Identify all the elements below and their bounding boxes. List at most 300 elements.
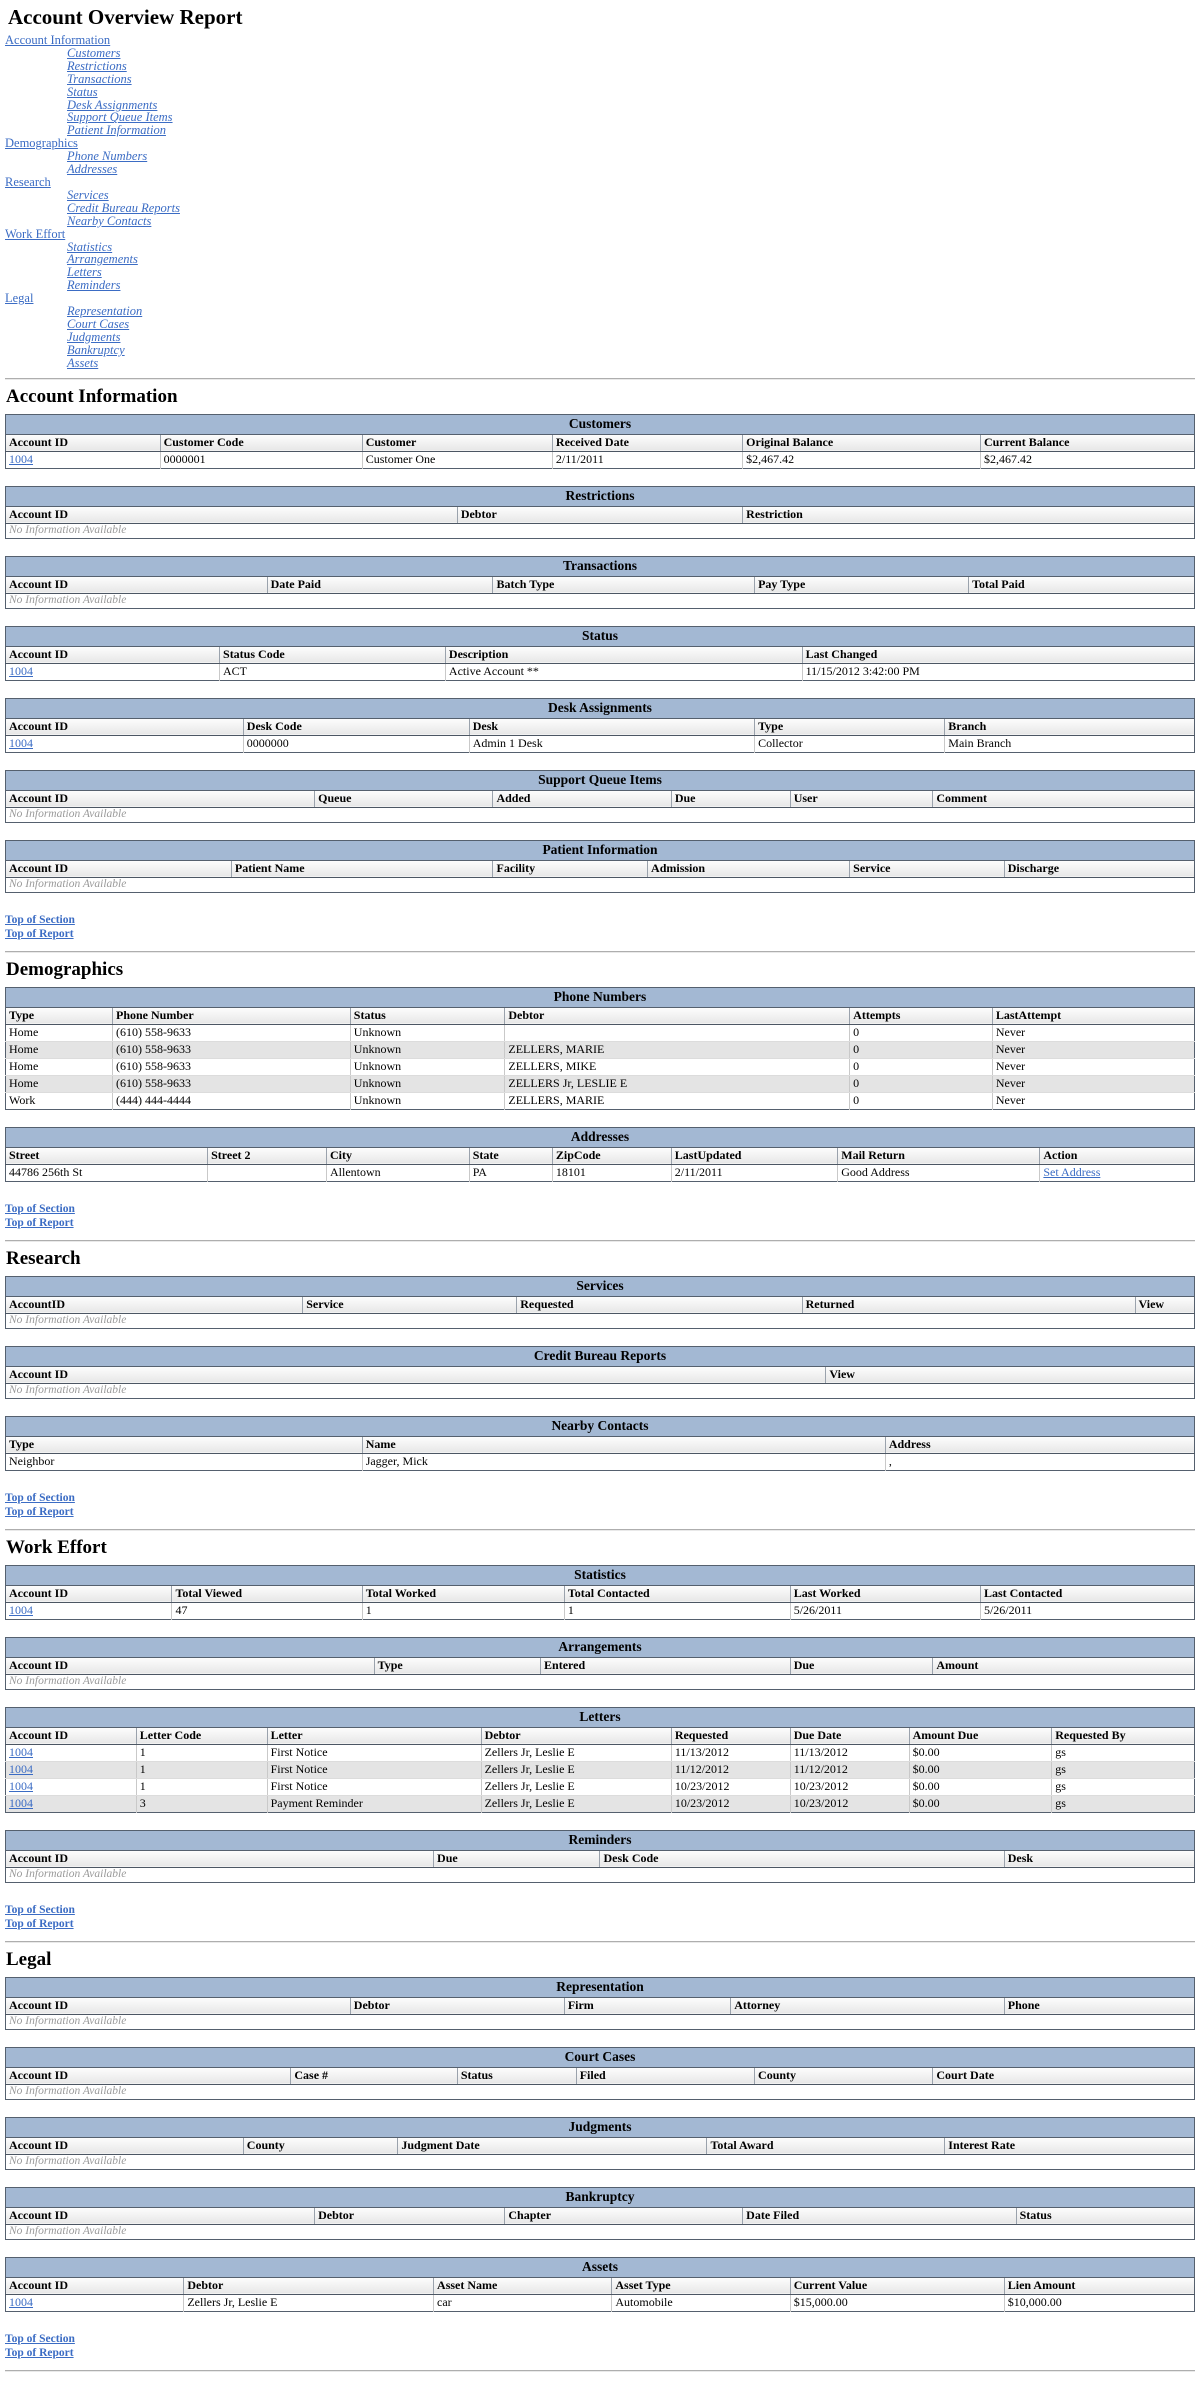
column-header-name: Name (362, 1436, 885, 1453)
data-table-bankruptcy (5, 2187, 1195, 2240)
toc-sub-link-status[interactable]: Status (67, 84, 98, 99)
table-row (6, 1778, 1195, 1795)
table-title: Transactions (6, 556, 1195, 576)
table-cell: 0 (850, 1058, 993, 1075)
section-divider (5, 1941, 1195, 1943)
column-header-current-balance: Current Balance (980, 434, 1194, 451)
table-row (6, 663, 1195, 680)
table-title: Letters (6, 1707, 1195, 1727)
table-cell: Zellers Jr, Leslie E (481, 1778, 671, 1795)
account-id-link[interactable]: 1004 (9, 1795, 33, 1810)
column-header-desk: Desk (1004, 1850, 1194, 1867)
table-cell: $0.00 (909, 1744, 1052, 1761)
column-header-phone-number: Phone Number (113, 1007, 351, 1024)
column-header-account-id: Account ID (6, 2067, 291, 2084)
column-header-type: Type (6, 1436, 363, 1453)
no-info-row (6, 807, 1195, 822)
column-header-account-id: Account ID (6, 1727, 137, 1744)
toc-sub-link-services[interactable]: Services (67, 187, 109, 202)
table-cell: Zellers Jr, Leslie E (481, 1761, 671, 1778)
data-table-court-cases (5, 2047, 1195, 2100)
table-cell: 1 (362, 1602, 564, 1619)
table-cell (505, 1024, 850, 1041)
table-title: Phone Numbers (6, 987, 1195, 1007)
column-header-court-date: Court Date (933, 2067, 1195, 2084)
toc-sub-link-addresses[interactable]: Addresses (67, 162, 118, 177)
column-header-entered: Entered (541, 1657, 791, 1674)
toc-sub-link-reminders[interactable]: Reminders (67, 278, 121, 293)
set-address-link[interactable]: Set Address (1043, 1164, 1101, 1179)
table-cell: 10/23/2012 (790, 1778, 909, 1795)
table-title-row (6, 1127, 1195, 1147)
data-table-phone-numbers (5, 987, 1195, 1110)
toc-sub-link-court-cases[interactable]: Court Cases (67, 316, 130, 331)
section-divider (5, 1240, 1195, 1242)
column-header-asset-name: Asset Name (434, 2277, 612, 2294)
column-header-amount: Amount (933, 1657, 1195, 1674)
column-header-amount-due: Amount Due (909, 1727, 1052, 1744)
table-cell (6, 1795, 137, 1812)
data-table-patient-information (5, 840, 1195, 893)
table-cell: Home (6, 1024, 113, 1041)
column-header-row (6, 1296, 1195, 1313)
table-title: Support Queue Items (6, 770, 1195, 790)
account-id-link[interactable]: 1004 (9, 1602, 33, 1617)
section-footer (5, 913, 1195, 941)
column-header-phone: Phone (1004, 1997, 1194, 2014)
column-header-zipcode: ZipCode (552, 1147, 671, 1164)
table-cell: 3 (136, 1795, 267, 1812)
table-cell: ZELLERS, MARIE (505, 1092, 850, 1109)
table-cell: Never (992, 1041, 1194, 1058)
table-cell: Collector (755, 735, 945, 752)
column-header-batch-type: Batch Type (493, 576, 755, 593)
table-cell (6, 1761, 137, 1778)
column-header-debtor: Debtor (481, 1727, 671, 1744)
toc-sub-link-desk-assignments[interactable]: Desk Assignments (67, 97, 158, 112)
table-cell: ACT (220, 663, 446, 680)
table-row (6, 1164, 1195, 1181)
toc-row (67, 357, 1195, 370)
toc-sub-link-phone-numbers[interactable]: Phone Numbers (67, 149, 148, 164)
table-cell: Unknown (350, 1041, 505, 1058)
table-row (6, 1453, 1195, 1470)
toc-row (67, 150, 1195, 163)
toc-sub-link-assets[interactable]: Assets (67, 355, 99, 370)
column-header-account-id: Account ID (6, 434, 161, 451)
table-title-row (6, 1346, 1195, 1366)
table-cell: ZELLERS, MARIE (505, 1041, 850, 1058)
account-id-link[interactable]: 1004 (9, 1744, 33, 1759)
table-cell: 47 (172, 1602, 362, 1619)
table-row (6, 1795, 1195, 1812)
table-cell (6, 1778, 137, 1795)
table-cell: Active Account ** (445, 663, 802, 680)
column-header-row (6, 1436, 1195, 1453)
table-cell: 0000001 (160, 451, 362, 468)
section-heading-research: Research (6, 1247, 81, 1269)
table-title-row (6, 486, 1195, 506)
no-info-row (6, 523, 1195, 538)
report-end-divider (5, 2370, 1195, 2372)
toc-sub-link-statistics[interactable]: Statistics (67, 239, 113, 254)
account-id-link[interactable]: 1004 (9, 1761, 33, 1776)
table-title-row (6, 840, 1195, 860)
section-heading-work-effort: Work Effort (6, 1536, 107, 1558)
column-header-account-id: Account ID (6, 576, 268, 593)
column-header-filed: Filed (576, 2067, 754, 2084)
column-header-row (6, 1997, 1195, 2014)
table-cell: Unknown (350, 1058, 505, 1075)
no-info-cell: No Information Available (9, 807, 127, 820)
data-table-credit-bureau-reports (5, 1346, 1195, 1399)
toc-section-link-demographics[interactable]: Demographics (5, 136, 78, 151)
column-header-total-viewed: Total Viewed (172, 1585, 362, 1602)
table-cell: gs (1052, 1761, 1195, 1778)
no-info-cell: No Information Available (9, 523, 127, 536)
toc-row (67, 189, 1195, 202)
toc-row (67, 344, 1195, 357)
column-header-action: Action (1040, 1147, 1195, 1164)
table-title-row (6, 1565, 1195, 1585)
toc-row (5, 228, 1195, 241)
table-cell: Jagger, Mick (362, 1453, 885, 1470)
table-title-row (6, 1637, 1195, 1657)
data-table-letters (5, 1707, 1195, 1813)
toc-row (67, 73, 1195, 86)
table-cell: Unknown (350, 1024, 505, 1041)
top-of-section-link[interactable]: Top of Section (5, 2332, 75, 2345)
table-cell: car (434, 2294, 612, 2311)
column-header-description: Description (445, 646, 802, 663)
column-header-row (6, 860, 1195, 877)
column-header-added: Added (493, 790, 671, 807)
table-row (6, 1024, 1195, 1041)
column-header-account-id: Account ID (6, 718, 244, 735)
table-cell: Automobile (612, 2294, 790, 2311)
table-cell: $2,467.42 (983, 451, 1032, 466)
table-cell: (610) 558-9633 (113, 1041, 351, 1058)
column-header-row (6, 1147, 1195, 1164)
no-info-cell: No Information Available (9, 1674, 127, 1687)
table-title: Bankruptcy (6, 2187, 1195, 2207)
account-id-link[interactable]: 1004 (9, 663, 33, 678)
column-header-account-id: Account ID (6, 646, 220, 663)
table-cell: Neighbor (6, 1453, 363, 1470)
table-cell: (610) 558-9633 (113, 1075, 351, 1092)
column-header-lien-amount: Lien Amount (1004, 2277, 1194, 2294)
section-heading-legal: Legal (6, 1948, 52, 1970)
page-title: Account Overview Report (8, 5, 243, 29)
column-header-attorney: Attorney (731, 1997, 1004, 2014)
no-info-row (6, 2224, 1195, 2239)
column-header-type: Type (6, 1007, 113, 1024)
table-cell: First Notice (267, 1778, 481, 1795)
column-header-last-changed: Last Changed (802, 646, 1194, 663)
column-header-facility: Facility (493, 860, 648, 877)
no-info-cell: No Information Available (9, 1383, 127, 1396)
column-header-letter-code: Letter Code (136, 1727, 267, 1744)
table-title-row (6, 2257, 1195, 2277)
table-cell: 11/13/2012 (671, 1744, 790, 1761)
table-cell: Zellers Jr, Leslie E (184, 2294, 434, 2311)
column-header-chapter: Chapter (505, 2207, 743, 2224)
data-table-support-queue-items (5, 770, 1195, 823)
top-of-section-link[interactable]: Top of Section (5, 1903, 75, 1916)
table-title-row (6, 1707, 1195, 1727)
table-of-contents (5, 34, 1195, 370)
top-of-section-link[interactable]: Top of Section (5, 1491, 75, 1504)
no-info-row (6, 1867, 1195, 1882)
table-cell: 18101 (552, 1164, 671, 1181)
column-header-branch: Branch (945, 718, 1195, 735)
column-header-last-contacted: Last Contacted (980, 1585, 1194, 1602)
table-title: Nearby Contacts (6, 1416, 1195, 1436)
table-title-row (6, 987, 1195, 1007)
table-cell: 11/15/2012 3:42:00 PM (805, 663, 920, 678)
toc-sub-link-judgments[interactable]: Judgments (67, 329, 121, 344)
table-cell: 11/13/2012 (790, 1744, 909, 1761)
table-cell (6, 735, 244, 752)
column-header-debtor: Debtor (315, 2207, 505, 2224)
no-info-row (6, 2084, 1195, 2099)
no-info-cell: No Information Available (9, 593, 127, 606)
table-cell: $10,000.00 (1007, 2294, 1062, 2309)
toc-sub-link-support-queue-items[interactable]: Support Queue Items (67, 110, 173, 125)
account-id-link[interactable]: 1004 (9, 2294, 33, 2309)
no-info-cell: No Information Available (9, 1313, 127, 1326)
top-of-report-link[interactable]: Top of Report (5, 2346, 74, 2359)
data-table-transactions (5, 556, 1195, 609)
table-cell: ZELLERS Jr, LESLIE E (505, 1075, 850, 1092)
no-info-cell: No Information Available (9, 2014, 127, 2027)
table-cell: 1 (136, 1778, 267, 1795)
table-cell (6, 451, 161, 468)
data-table-assets (5, 2257, 1195, 2312)
column-header-last-worked: Last Worked (790, 1585, 980, 1602)
toc-row (67, 99, 1195, 112)
table-title-row (6, 1977, 1195, 1997)
table-cell (208, 1164, 327, 1181)
table-cell: , (888, 1453, 892, 1468)
toc-section-link-account-information[interactable]: Account Information (5, 33, 111, 47)
no-info-row (6, 2014, 1195, 2029)
column-header-service: Service (850, 860, 1005, 877)
column-header-row (6, 2067, 1195, 2084)
account-id-link[interactable]: 1004 (9, 1778, 33, 1793)
toc-sub-link-restrictions[interactable]: Restrictions (67, 58, 127, 73)
toc-sub-link-bankruptcy[interactable]: Bankruptcy (67, 342, 125, 357)
top-of-report-link[interactable]: Top of Report (5, 1917, 74, 1930)
column-header-row (6, 2137, 1195, 2154)
column-header-mail-return: Mail Return (838, 1147, 1040, 1164)
table-cell: 0000000 (243, 735, 469, 752)
toc-sub-link-patient-information[interactable]: Patient Information (67, 123, 166, 138)
no-info-row (6, 877, 1195, 892)
table-cell (6, 663, 220, 680)
column-header-status: Status (350, 1007, 505, 1024)
toc-sub-link-nearby-contacts[interactable]: Nearby Contacts (67, 213, 152, 228)
table-title: Assets (6, 2257, 1195, 2277)
table-cell: $0.00 (909, 1761, 1052, 1778)
no-info-cell: No Information Available (9, 2224, 127, 2237)
column-header-view: View (1135, 1296, 1194, 1313)
table-title: Restrictions (6, 486, 1195, 506)
column-header-case: Case # (291, 2067, 457, 2084)
table-row (6, 451, 1195, 468)
table-title: Statistics (6, 1565, 1195, 1585)
table-title: Customers (6, 414, 1195, 434)
table-cell: Home (6, 1041, 113, 1058)
table-title-row (6, 698, 1195, 718)
column-header-returned: Returned (802, 1296, 1135, 1313)
column-header-row (6, 646, 1195, 663)
table-cell: gs (1052, 1778, 1195, 1795)
top-of-report-link[interactable]: Top of Report (5, 1505, 74, 1518)
column-header-account-id: Account ID (6, 506, 458, 523)
table-cell: gs (1052, 1795, 1195, 1812)
table-cell: Never (992, 1024, 1194, 1041)
column-header-customer: Customer (362, 434, 552, 451)
toc-sub-link-arrangements[interactable]: Arrangements (67, 252, 138, 267)
column-header-account-id: Account ID (6, 2207, 315, 2224)
data-table-desk-assignments (5, 698, 1195, 753)
column-header-debtor: Debtor (350, 1997, 564, 2014)
table-cell: 11/12/2012 (671, 1761, 790, 1778)
toc-section-link-legal[interactable]: Legal (5, 291, 34, 306)
column-header-patient-name: Patient Name (231, 860, 493, 877)
toc-section-link-work-effort[interactable]: Work Effort (5, 226, 66, 241)
toc-row (67, 266, 1195, 279)
top-of-report-link[interactable]: Top of Report (5, 1216, 74, 1229)
column-header-row (6, 1850, 1195, 1867)
account-id-link[interactable]: 1004 (9, 735, 33, 750)
toc-sub-link-customers[interactable]: Customers (67, 45, 121, 60)
toc-sub-link-letters[interactable]: Letters (67, 265, 102, 280)
table-cell: Customer One (362, 451, 552, 468)
column-header-street: Street (6, 1147, 208, 1164)
section-footer (5, 1903, 1195, 1931)
no-info-row (6, 1383, 1195, 1398)
top-of-section-link[interactable]: Top of Section (5, 1202, 75, 1215)
column-header-county: County (243, 2137, 398, 2154)
column-header-requested-by: Requested By (1052, 1727, 1195, 1744)
column-header-row (6, 2277, 1195, 2294)
data-table-arrangements (5, 1637, 1195, 1690)
table-cell: Good Address (838, 1164, 1040, 1181)
table-cell: $0.00 (909, 1778, 1052, 1795)
table-cell: Work (6, 1092, 113, 1109)
toc-row (67, 124, 1195, 137)
toc-row (5, 137, 1195, 150)
toc-sub-link-representation[interactable]: Representation (67, 304, 143, 319)
table-row (6, 1041, 1195, 1058)
no-info-cell: No Information Available (9, 877, 127, 890)
table-title: Addresses (6, 1127, 1195, 1147)
table-cell: Main Branch (948, 735, 1012, 750)
top-of-section-link[interactable]: Top of Section (5, 913, 75, 926)
table-cell: 0 (850, 1075, 993, 1092)
section-divider (5, 1529, 1195, 1531)
column-header-total-paid: Total Paid (969, 576, 1195, 593)
table-cell: Zellers Jr, Leslie E (481, 1795, 671, 1812)
section-footer (5, 2332, 1195, 2360)
column-header-type: Type (755, 718, 945, 735)
column-header-firm: Firm (564, 1997, 730, 2014)
column-header-lastattempt: LastAttempt (992, 1007, 1194, 1024)
data-table-statistics (5, 1565, 1195, 1620)
column-header-service: Service (303, 1296, 517, 1313)
toc-row (67, 305, 1195, 318)
table-cell: 2/11/2011 (671, 1164, 837, 1181)
toc-row (5, 292, 1195, 305)
table-title: Patient Information (6, 840, 1195, 860)
column-header-desk: Desk (469, 718, 754, 735)
table-cell: 10/23/2012 (671, 1778, 790, 1795)
column-header-discharge: Discharge (1004, 860, 1194, 877)
table-cell: Never (995, 1092, 1026, 1107)
table-title-row (6, 2047, 1195, 2067)
toc-row (67, 318, 1195, 331)
column-header-account-id: Account ID (6, 1366, 826, 1383)
toc-sub-link-credit-bureau-reports[interactable]: Credit Bureau Reports (67, 200, 180, 215)
table-cell: 0 (850, 1024, 993, 1041)
toc-row (5, 176, 1195, 189)
no-info-cell: No Information Available (9, 2154, 127, 2167)
table-title-row (6, 414, 1195, 434)
toc-row (67, 202, 1195, 215)
toc-row (67, 163, 1195, 176)
table-row (6, 1744, 1195, 1761)
column-header-street-2: Street 2 (208, 1147, 327, 1164)
column-header-account-id: Account ID (6, 1585, 172, 1602)
section-footer (5, 1491, 1195, 1519)
table-cell: Never (992, 1058, 1194, 1075)
column-header-row (6, 718, 1195, 735)
data-table-reminders (5, 1830, 1195, 1883)
table-title-row (6, 2117, 1195, 2137)
column-header-admission: Admission (648, 860, 850, 877)
column-header-row (6, 506, 1195, 523)
table-row (6, 1092, 1195, 1109)
toc-row (67, 60, 1195, 73)
column-header-account-id: Account ID (6, 790, 315, 807)
toc-sub-link-transactions[interactable]: Transactions (67, 71, 132, 86)
column-header-total-contacted: Total Contacted (564, 1585, 790, 1602)
toc-row (67, 253, 1195, 266)
account-id-link[interactable]: 1004 (9, 451, 33, 466)
no-info-cell: No Information Available (9, 1867, 127, 1880)
top-of-report-link[interactable]: Top of Report (5, 927, 74, 940)
column-header-status-code: Status Code (220, 646, 446, 663)
table-cell (6, 1602, 172, 1619)
column-header-row (6, 1657, 1195, 1674)
data-table-addresses (5, 1127, 1195, 1182)
no-info-row (6, 1313, 1195, 1328)
table-cell: 10/23/2012 (671, 1795, 790, 1812)
table-title: Reminders (6, 1830, 1195, 1850)
column-header-account-id: Account ID (6, 2277, 184, 2294)
column-header-status: Status (1016, 2207, 1194, 2224)
column-header-requested: Requested (671, 1727, 790, 1744)
table-title-row (6, 2187, 1195, 2207)
column-header-row (6, 790, 1195, 807)
data-table-judgments (5, 2117, 1195, 2170)
toc-section-link-research[interactable]: Research (5, 174, 51, 189)
column-header-lastupdated: LastUpdated (671, 1147, 837, 1164)
table-cell: (610) 558-9633 (113, 1058, 351, 1075)
table-cell: 11/12/2012 (790, 1761, 909, 1778)
